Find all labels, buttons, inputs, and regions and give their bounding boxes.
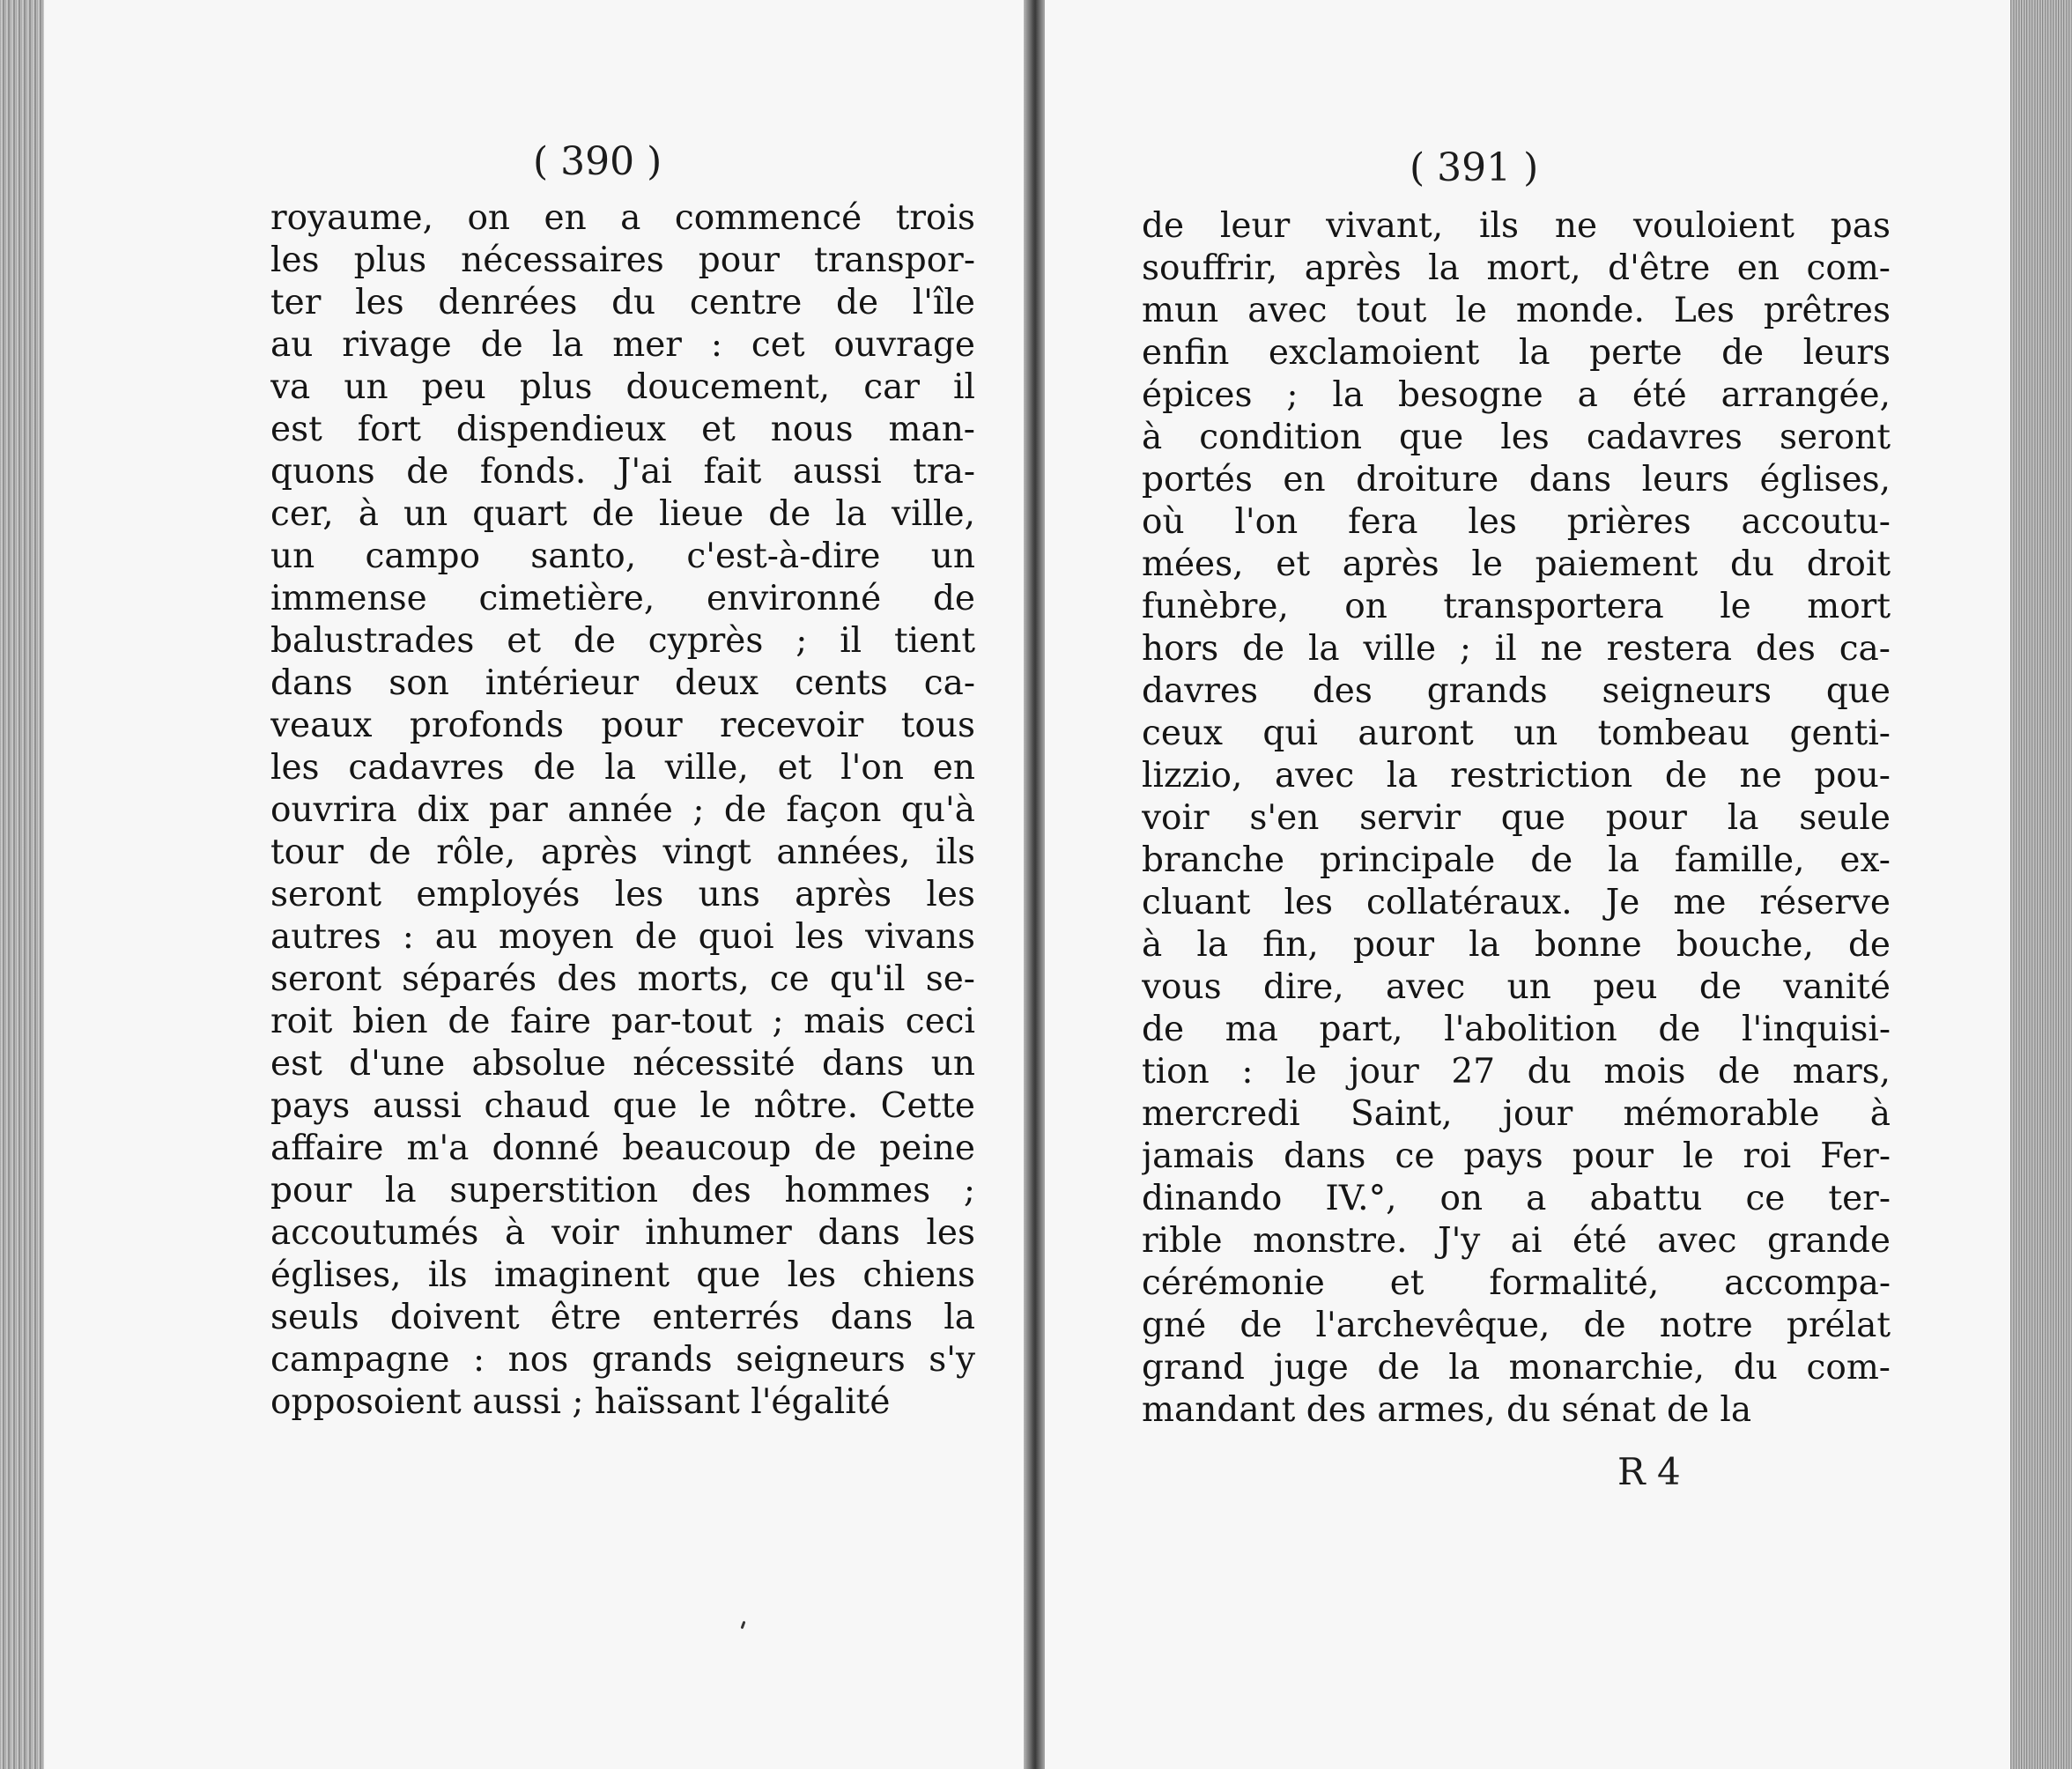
right-page-text — [1142, 205, 1891, 1432]
text-line: funèbre, on transportera le mort — [1142, 587, 1891, 626]
text-line: mandant des armes, du sénat de la — [1142, 1390, 1752, 1430]
text-line: affaire m'a donné beaucoup de peine — [270, 1129, 975, 1168]
text-line: mun avec tout le monde. Les prêtres — [1142, 291, 1891, 330]
text-line: pour la superstition des hommes ; — [270, 1171, 975, 1210]
text-line: seuls doivent être enterrés dans la — [270, 1298, 975, 1337]
text-line: dinando IV.°, on a abattu ce ter- — [1142, 1179, 1891, 1218]
ink-speck — [741, 1621, 746, 1629]
text-line: seront employés les uns après les — [270, 875, 975, 914]
text-line: enfin exclamoient la perte de leurs — [1142, 333, 1891, 373]
text-line: au rivage de la mer : cet ouvrage — [270, 325, 975, 365]
right-page-number: ( 391 ) — [1410, 145, 1539, 190]
left-page — [44, 0, 1024, 1769]
text-line: églises, ils imaginent que les chiens — [270, 1255, 975, 1295]
text-line: cérémonie et formalité, accompa- — [1142, 1263, 1891, 1303]
text-line: autres : au moyen de quoi les vivans — [270, 917, 975, 957]
text-line: cer, à un quart de lieue de la ville, — [270, 494, 975, 534]
text-line: à la fin, pour la bonne bouche, de — [1142, 925, 1891, 965]
text-line: accoutumés à voir inhumer dans les — [270, 1213, 975, 1253]
text-line: portés en droiture dans leurs églises, — [1142, 460, 1891, 500]
text-line: quons de fonds. J'ai fait aussi tra- — [270, 452, 975, 492]
signature-mark: R 4 — [1617, 1450, 1681, 1493]
text-line: ter les denrées du centre de l'île — [270, 283, 975, 322]
text-line: grand juge de la monarchie, du com- — [1142, 1348, 1891, 1388]
text-line: un campo santo, c'est-à-dire un — [270, 537, 975, 576]
text-line: pays aussi chaud que le nôtre. Cette — [270, 1086, 975, 1126]
text-line: veaux profonds pour recevoir tous — [270, 706, 975, 745]
left-page-text — [270, 197, 975, 1424]
text-line: opposoient aussi ; haïssant l'égalité — [270, 1382, 891, 1422]
book-gutter — [1024, 0, 1045, 1769]
text-line: campagne : nos grands seigneurs s'y — [270, 1340, 975, 1380]
text-line: royaume, on en a commencé trois — [270, 198, 975, 238]
left-page-edges — [0, 0, 44, 1769]
text-line: de ma part, l'abolition de l'inquisi- — [1142, 1010, 1891, 1049]
text-line: seront séparés des morts, ce qu'il se- — [270, 959, 975, 999]
text-line: à condition que les cadavres seront — [1142, 418, 1891, 457]
text-line: gné de l'archevêque, de notre prélat — [1142, 1306, 1891, 1345]
text-line: jamais dans ce pays pour le roi Fer- — [1142, 1136, 1891, 1176]
left-page-number: ( 390 ) — [533, 139, 662, 184]
text-line: balustrades et de cyprès ; il tient — [270, 621, 975, 661]
text-line: dans son intérieur deux cents ca- — [270, 663, 975, 703]
text-line: cluant les collatéraux. Je me réserve — [1142, 883, 1891, 922]
text-line: épices ; la besogne a été arrangée, — [1142, 375, 1891, 415]
text-line: lizzio, avec la restriction de ne pou- — [1142, 756, 1891, 796]
text-line: tour de rôle, après vingt années, ils — [270, 833, 975, 872]
text-line: rible monstre. J'y ai été avec grande — [1142, 1221, 1891, 1261]
text-line: de leur vivant, ils ne vouloient pas — [1142, 206, 1891, 246]
text-line: hors de la ville ; il ne restera des ca- — [1142, 629, 1891, 669]
text-line: mercredi Saint, jour mémorable à — [1142, 1094, 1891, 1134]
text-line: mées, et après le paiement du droit — [1142, 544, 1891, 584]
text-line: branche principale de la famille, ex- — [1142, 840, 1891, 880]
text-line: immense cimetière, environné de — [270, 579, 975, 618]
text-line: souffrir, après la mort, d'être en com- — [1142, 248, 1891, 288]
right-page-edges — [2010, 0, 2072, 1769]
text-line: ouvrira dix par année ; de façon qu'à — [270, 790, 975, 830]
text-line: est d'une absolue nécessité dans un — [270, 1044, 975, 1084]
text-line: vous dire, avec un peu de vanité — [1142, 967, 1891, 1007]
text-line: tion : le jour 27 du mois de mars, — [1142, 1052, 1891, 1092]
text-line: voir s'en servir que pour la seule — [1142, 798, 1891, 838]
text-line: les plus nécessaires pour transpor- — [270, 241, 975, 280]
text-line: davres des grands seigneurs que — [1142, 671, 1891, 711]
text-line: les cadavres de la ville, et l'on en — [270, 748, 975, 788]
text-line: est fort dispendieux et nous man- — [270, 410, 975, 449]
text-line: roit bien de faire par-tout ; mais ceci — [270, 1002, 975, 1041]
text-line: où l'on fera les prières accoutu- — [1142, 502, 1891, 542]
text-line: va un peu plus doucement, car il — [270, 367, 975, 407]
text-line: ceux qui auront un tombeau genti- — [1142, 714, 1891, 753]
right-page — [1045, 0, 2010, 1769]
